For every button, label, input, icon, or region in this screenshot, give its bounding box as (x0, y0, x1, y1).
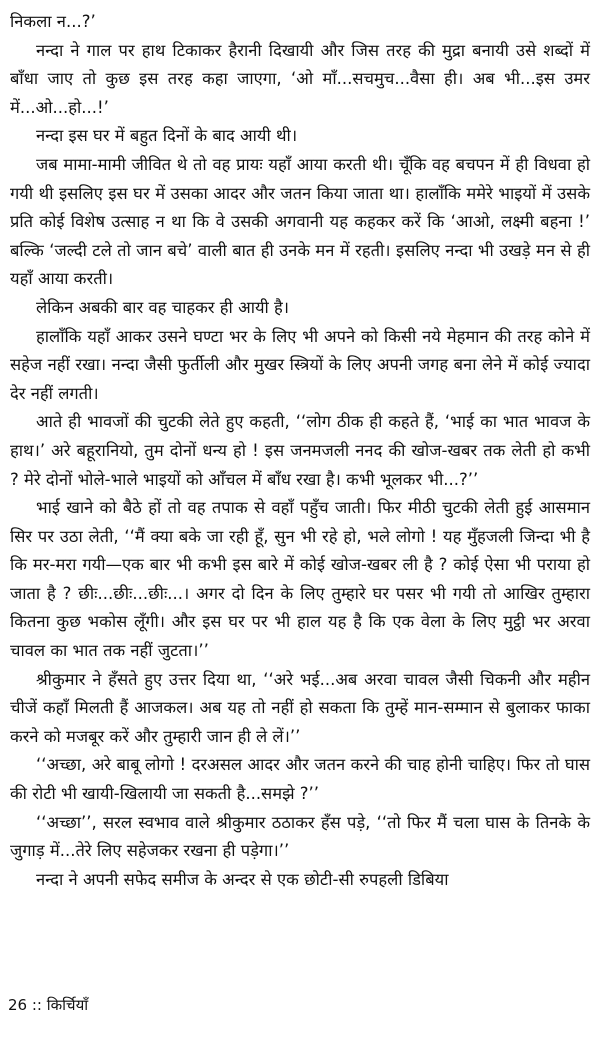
paragraph: श्रीकुमार ने हँसते हुए उत्तर दिया था, ‘‘अरे भई...अब अरवा चावल जैसी चिकनी और महीन चीजें कहाँ मिलती हैं आजकल। अब यह तो नहीं हो सकता कि तुम्हें मान-सम्मान से बुलाकर फाका करने को मजबूर करें और तुम्हारी जान ही ले लें।’’ (10, 669, 590, 746)
paragraph: जब मामा-मामी जीवित थे तो वह प्रायः यहाँ आया करती थी। चूँकि वह बचपन में ही विधवा हो गयी थी इसलिए इस घर में उसका आदर और जतन किया जाता था। हालाँकि ममेरे भाइयों में उसके प्रति कोई विशेष उत्साह न था कि वे उसकी अगवानी यह कहकर करें कि ‘आओ, लक्ष्मी बहना !’ बल्कि ‘जल्दी टले तो जान बचे’ वाली बात ही उनके मन में रहती। इसलिए नन्दा भी उखड़े मन से ही यहाँ आया करती। (10, 154, 590, 289)
paragraph: भाई खाने को बैठे हों तो वह तपाक से वहाँ पहुँच जाती। फिर मीठी चुटकी लेती हुई आसमान सिर पर उठा लेती, ‘‘मैं क्या बके जा रही हूँ, सुन भी रहे हो, भले लोगो ! यह मुँहजली जिन्दा भी है कि मर-मरा गयी—एक बार भी कभी इस बारे में कोई खोज-खबर ली है ? कोई ऐसा भी पराया हो जाता है ? छीः...छीः...छीः...। अगर दो दिन के लिए तुम्हारे घर पसर भी गयी तो आखिर तुम्हारा कितना कुछ भकोस लूँगी। और इस घर पर भी हाल यह है कि एक वेला के लिए मुट्ठी भर अरवा चावल का भात तक नहीं जुटता।’’ (10, 498, 590, 661)
page-footer (8, 995, 88, 1015)
paragraph-continuation: निकला न...?’ (10, 12, 96, 31)
paragraph: नन्दा ने अपनी सफेद समीज के अन्दर से एक छोटी-सी रुपहली डिबिया (36, 869, 449, 889)
paragraph: ‘‘अच्छा, अरे बाबू लोगो ! दरअसल आदर और जतन करने की चाह होनी चाहिए। फिर तो घास की रोटी भी खायी-खिलायी जा सकती है...समझे ?’’ (10, 755, 590, 804)
paragraph: नन्दा इस घर में बहुत दिनों के बाद आयी थी। (36, 126, 298, 146)
page-number: 26 (8, 996, 28, 1014)
paragraph: हालाँकि यहाँ आकर उसने घण्टा भर के लिए भी अपने को किसी नये मेहमान की तरह कोने में सहेज नहीं रखा। नन्दा जैसी फुर्तीली और मुखर स्त्रियों के लिए अपनी जगह बना लेने में कोई ज्यादा देर नहीं लगती। (10, 326, 590, 403)
paragraph: लेकिन अबकी बार वह चाहकर ही आयी है। (36, 297, 290, 317)
paragraph: ‘‘अच्छा’’, सरल स्वभाव वाले श्रीकुमार ठठाकर हँस पड़े, ‘‘तो फिर मैं चला घास के तिनके के जुगाड़ में...तेरे लिए सहेजकर रखना ही पड़ेगा।’’ (10, 812, 590, 861)
paragraph: आते ही भावजों की चुटकी लेते हुए कहती, ‘‘लोग ठीक ही कहते हैं, ‘भाई का भात भावज के हाथ।’ अरे बहूरानियो, तुम दोनों धन्य हो ! इस जनमजली ननद की खोज-खबर तक लेती हो कभी ? मेरे दोनों भोले-भाले भाइयों को आँचल में बाँध रखा है। कभी भूलकर भी...?’’ (10, 412, 590, 489)
paragraph: नन्दा ने गाल पर हाथ टिकाकर हैरानी दिखायी और जिस तरह की मुद्रा बनायी उसे शब्दों में बाँधा जाए तो कुछ इस तरह कहा जाएगा, ‘ओ माँ...सचमुच...वैसा ही। अब भी...इस उमर में...ओ...हो...!’ (10, 40, 590, 117)
footer-separator: :: (31, 996, 42, 1014)
book-title: किर्चियाँ (46, 996, 89, 1014)
